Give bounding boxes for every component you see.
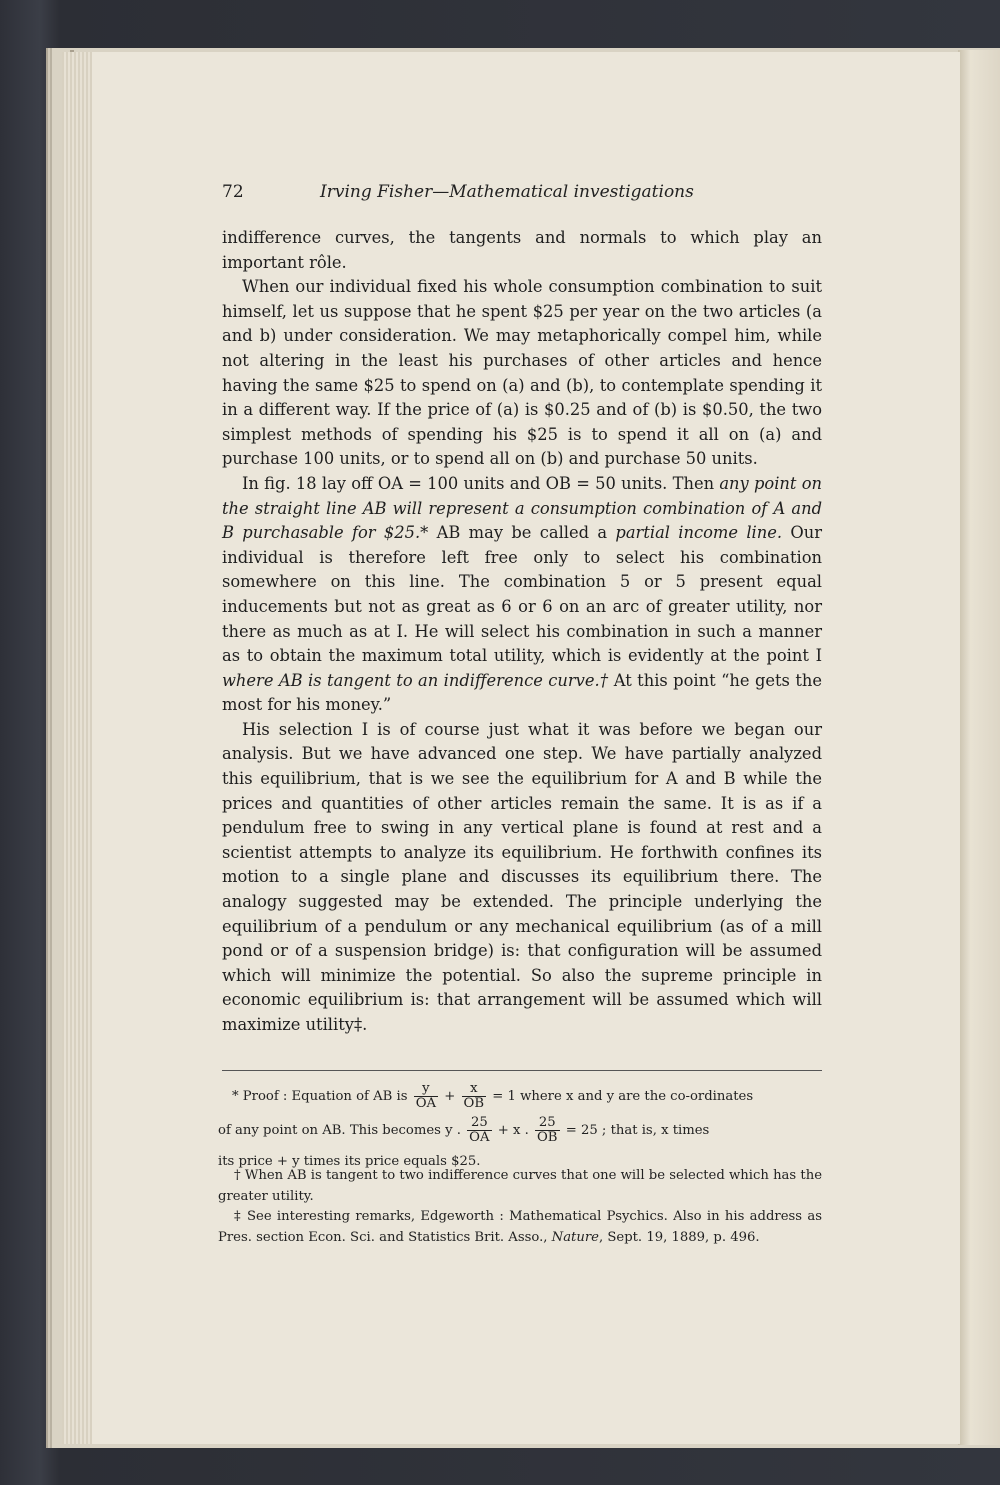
facing-page-edge (958, 50, 1000, 1445)
ddagger-journal: Nature (551, 1229, 599, 1245)
frac-numerator: y (414, 1082, 438, 1097)
proof-line-3: its price + y times its price equals $25. (218, 1154, 481, 1169)
running-title: Irving Fisher—Mathematical investigations (320, 182, 694, 202)
proof-line-2 (218, 1116, 709, 1145)
frac-numerator: 25 (467, 1116, 491, 1131)
p3-emphasis-f: where AB is tangent to an indifference curve.† (222, 670, 609, 690)
paragraph-2: When our individual fixed his whole consumption combination to suit himself, let us suppose that he spent $25 per year on the two articles (a and b) under consideration. We may metaphorically compel him, while not altering in the least his purchases of other articles and hence having the same $25 to spend on (a) and (b), to contemplate spending it in a different way. If the price of (a) is $0.25 and of (b) is $0.50, the two simplest methods of spending his $25 is to spend it all on (a) and purchase 100 units, or to spend all on (b) and purchase 50 units. (222, 277, 822, 469)
plus-sign: + (444, 1089, 456, 1104)
p3-emphasis-b: any point on the straight line AB will represent a consumption combination of A and B purchasable for $25.* (222, 473, 822, 543)
fraction-25-over-oa (467, 1116, 491, 1145)
proof-line-2-mid: + x . (497, 1123, 529, 1138)
footnote-proof (218, 1080, 822, 1169)
frac-denominator: OB (537, 1130, 558, 1145)
ddagger-text-c: , Sept. 19, 1889, p. 496. (598, 1229, 760, 1245)
page-number: 72 (222, 182, 244, 202)
frac-numerator: 25 (535, 1116, 560, 1131)
fraction-x-over-ob (462, 1082, 487, 1111)
frac-denominator: OB (463, 1096, 485, 1111)
frac-numerator: x (462, 1082, 487, 1097)
ddagger-text-a: ‡ See interesting remarks, Edgeworth : Mathematical Psychics. Also in his address as Pres. section Econ. Sci. and Statistics Brit. Asso., (218, 1209, 822, 1245)
p3-text-c: AB may be called a (428, 523, 616, 543)
frac-denominator: OA (469, 1130, 490, 1145)
proof-line-2-tail: = 25 ; that is, x times (565, 1123, 710, 1138)
footnote-double-dagger (218, 1207, 822, 1248)
p3-text-e: Our individual is therefore left free only to select his combination somewhere on this line. The combination 5 or 5 present equal inducements but not as great as 6 or 6 on an arc of greater utility, nor there as much as at I. He will select his combination in such a manner as to obtain the maximum total utility, which is evidently at the point I (222, 523, 822, 666)
paragraph-3 (222, 472, 822, 718)
paragraph-1: indifference curves, the tangents and normals to which play an important rôle. (222, 228, 822, 272)
footnote-dagger: † When AB is tangent to two indifference curves that one will be selected which has the greater utility. (218, 1168, 822, 1204)
proof-line-2-lead: of any point on AB. This becomes y . (218, 1123, 461, 1138)
p3-text-g: At this point “he gets the most for his money.” (222, 670, 822, 715)
fraction-y-over-oa (414, 1082, 438, 1111)
proof-line-1-tail: = 1 where x and y are the co-ordinates (492, 1089, 754, 1104)
paragraph-4: His selection I is of course just what it was before we began our analysis. But we have advanced one step. We have partially analyzed this equilibrium, that is we see the equilibrium for A and B while the prices and quantities of other articles remain the same. It is as if a pendulum free to swing in any vertical plane is found at rest and a scientist attempts to analyze its equilibrium. He forthwith confines its motion to a single plane and discusses its equilibrium there. The analogy suggested may be extended. The principle underlying the equilibrium of a pendulum or any mechanical equilibrium (as of a mill pond or of a suspension bridge) is: that configuration will be assumed which will minimize the potential. So also the supreme principle in economic equilibrium is: that arrangement will be assumed which will maximize utility‡. (222, 719, 822, 1034)
proof-line-1 (232, 1082, 753, 1111)
frac-denominator: OA (415, 1096, 437, 1111)
p3-emphasis-d: partial income line. (615, 523, 783, 543)
body-text (222, 226, 822, 1038)
proof-lead: * Proof : Equation of AB is (232, 1089, 408, 1104)
footnote-rule (222, 1070, 822, 1071)
fraction-25-over-ob (535, 1116, 560, 1145)
p3-text-a: In fig. 18 lay off OA = 100 units and OB = 50 units. Then (242, 473, 720, 493)
page-header (222, 182, 822, 206)
footnotes (218, 1080, 822, 1248)
